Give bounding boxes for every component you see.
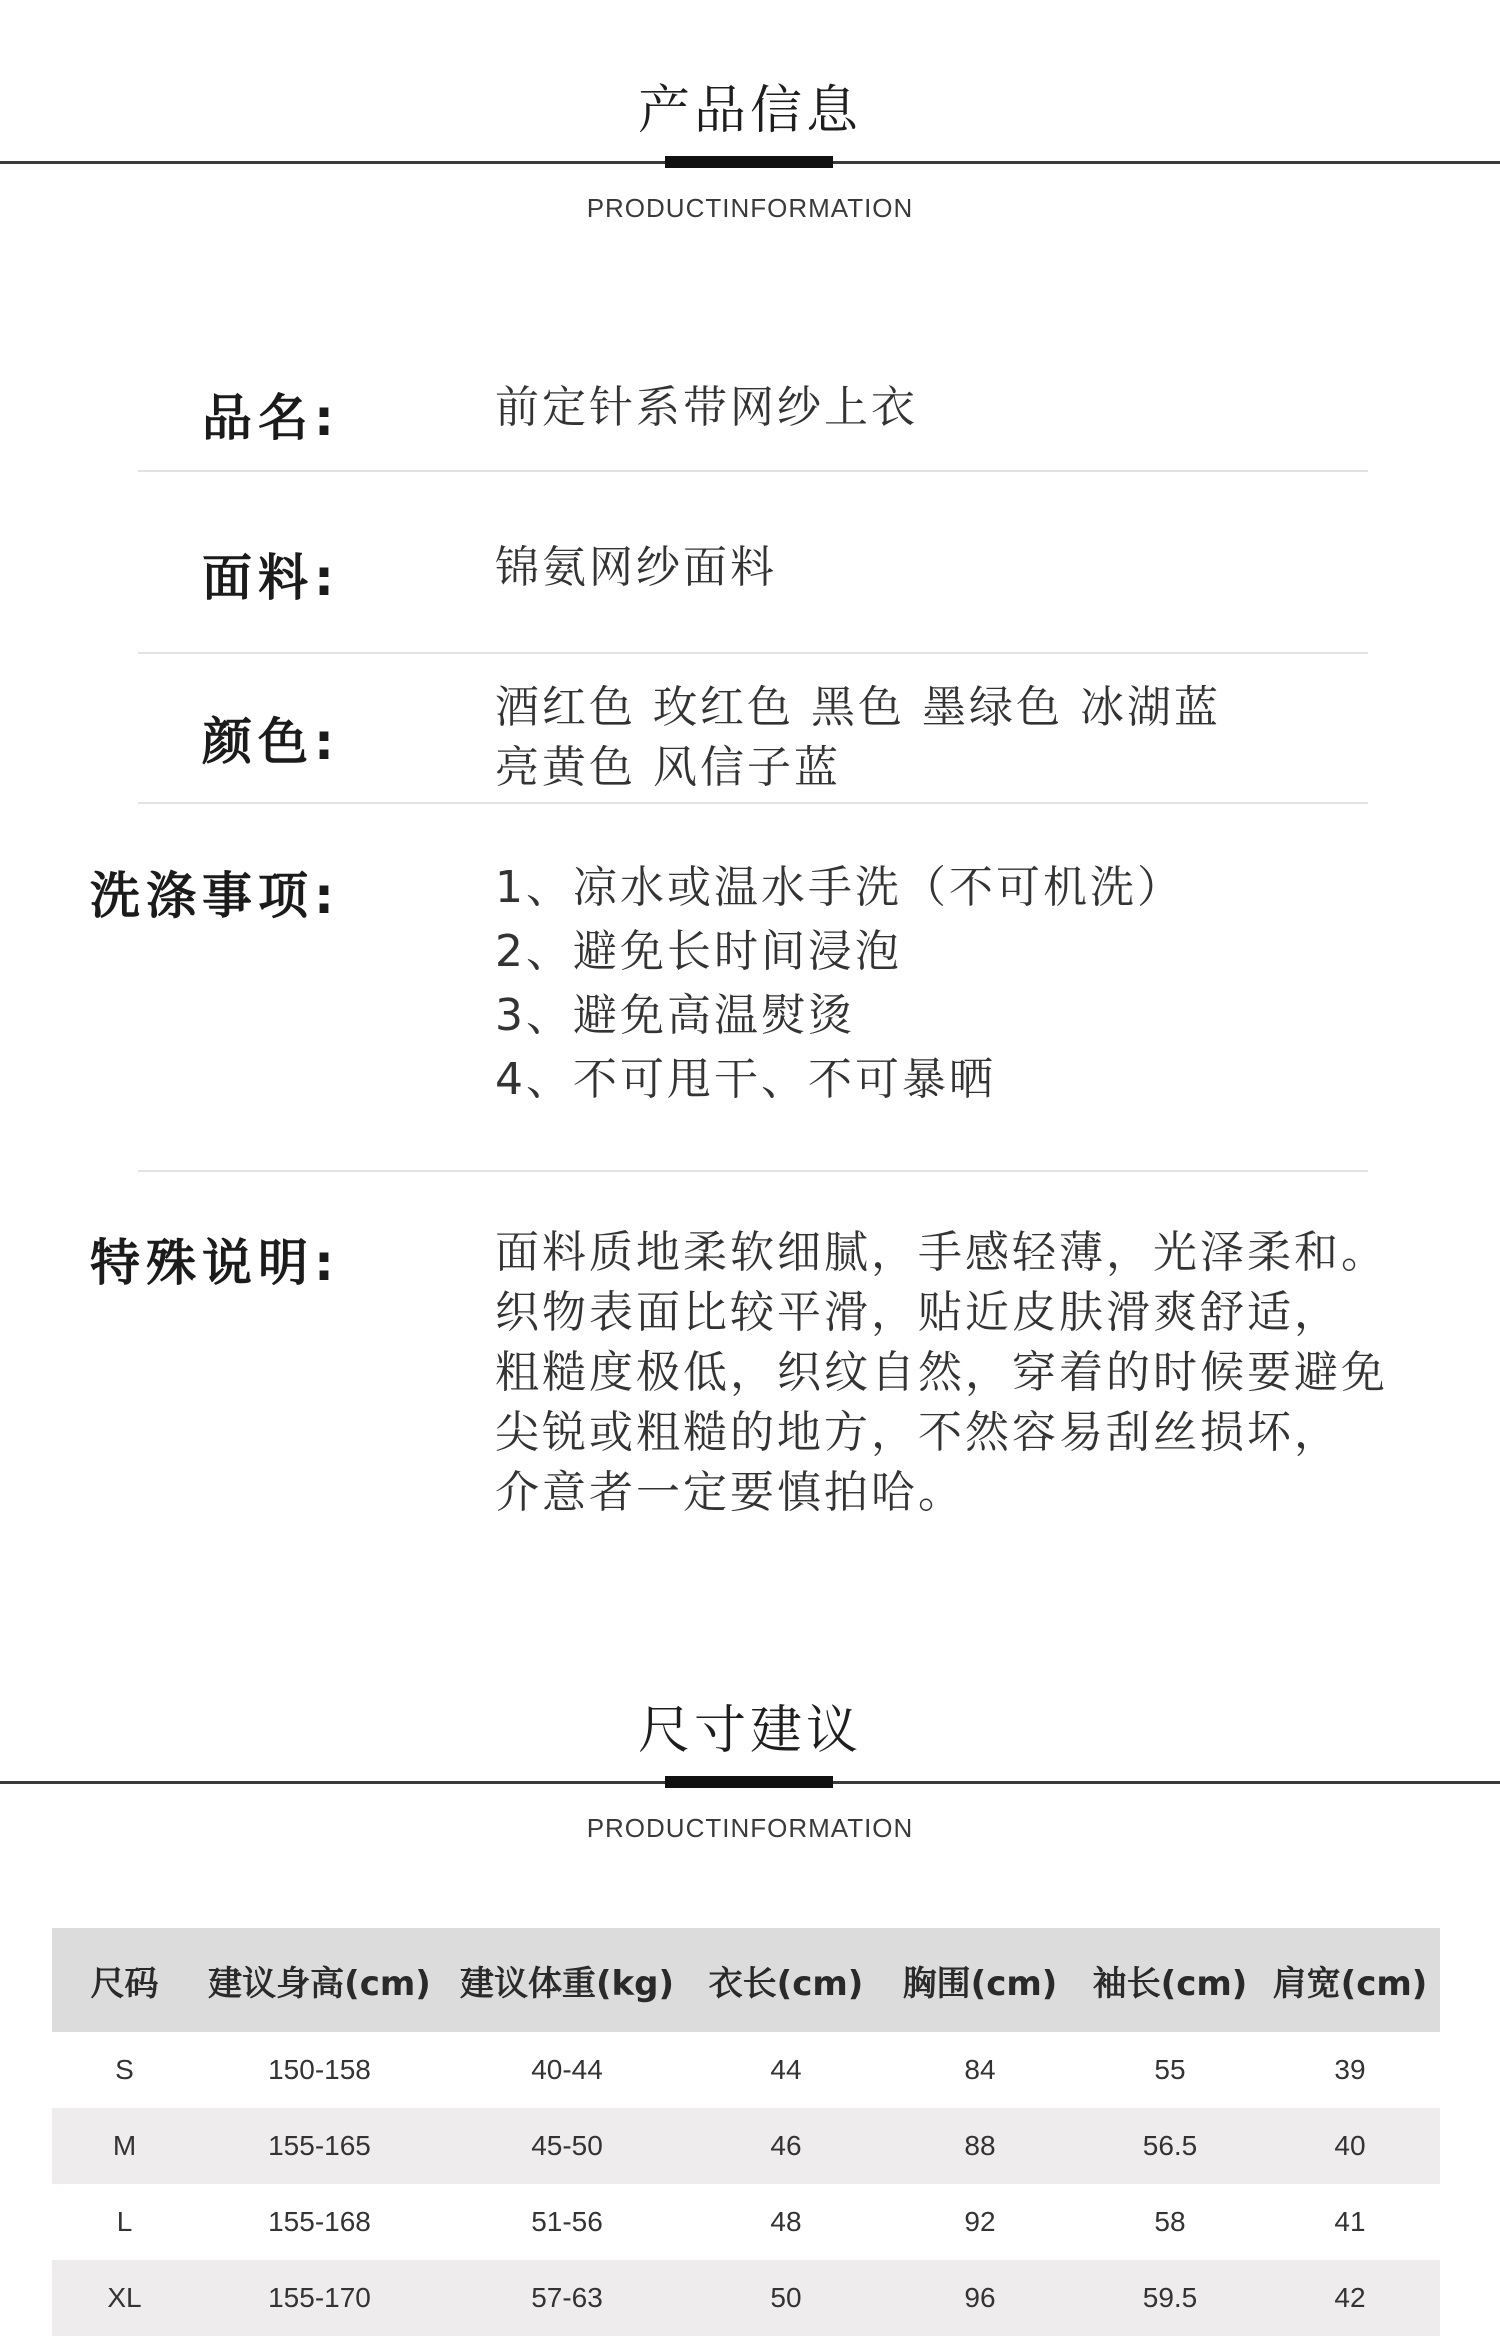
value-line: 尖锐或粗糙的地方，不然容易刮丝损坏， [495,1407,1341,1458]
table-cell: 155-168 [268,2206,371,2237]
table-cell: M [52,2108,197,2184]
value-line: 酒红色 玫红色 黑色 墨绿色 冰湖蓝 [495,682,1221,733]
table-cell: 55 [1154,2054,1186,2085]
table-row [52,2260,1440,2336]
info-value [495,678,1221,798]
value-line: 前定针系带网纱上衣 [495,382,918,433]
info-value [495,378,918,438]
value-line: 面料质地柔软细腻，手感轻薄，光泽柔和。 [495,1227,1388,1278]
info-label: 颜色: [202,713,340,771]
info-value [495,538,777,598]
table-cell: 92 [964,2206,996,2237]
table-cell: 48 [770,2206,802,2237]
table-row [52,2108,1440,2184]
value-line: 2、避免长时间浸泡 [495,926,902,977]
section-subtitle: PRODUCTINFORMATION [586,193,914,223]
table-cell: 46 [692,2108,880,2184]
value-line: 3、避免高温熨烫 [495,990,855,1041]
divider [138,470,1368,472]
column-header: 建议体重(kg) [442,1928,692,2032]
info-label: 洗涤事项: [90,867,340,925]
table-cell: 155-170 [197,2260,442,2336]
info-value [495,856,1184,1112]
column-header: 建议身高(cm) [197,1928,442,2032]
table-header-row [52,1928,1440,2032]
table-cell: XL [52,2260,197,2336]
value-line: 织物表面比较平滑，贴近皮肤滑爽舒适， [495,1287,1341,1338]
column-header: 衣长(cm) [692,1928,880,2032]
table-cell: 58 [1154,2206,1186,2237]
column-header: 肩宽(cm) [1260,1928,1440,2032]
size-table [52,1928,1440,2336]
table-row [52,2184,1440,2260]
info-value [495,1223,1388,1523]
divider [138,1170,1368,1172]
table-cell: 51-56 [531,2206,603,2237]
value-line: 亮黄色 风信子蓝 [495,742,841,793]
table-cell: 50 [692,2260,880,2336]
info-label: 品名: [202,389,340,447]
table-cell: 39 [1334,2054,1366,2085]
value-line: 1、凉水或温水手洗（不可机洗） [495,862,1184,913]
section-title: 尺寸建议 [637,1701,862,1761]
table-cell: L [116,2206,133,2237]
section-subtitle: PRODUCTINFORMATION [586,1813,914,1843]
table-cell: 57-63 [442,2260,692,2336]
table-cell: 42 [1260,2260,1440,2336]
table-row [52,2032,1440,2108]
table-cell: 40 [1260,2108,1440,2184]
divider [138,802,1368,804]
value-line: 4、不可甩干、不可暴晒 [495,1054,996,1105]
table-cell: 44 [770,2054,802,2085]
table-cell: 56.5 [1080,2108,1260,2184]
header-accent-bar [665,1776,833,1788]
table-cell: 41 [1334,2206,1366,2237]
section-title: 产品信息 [637,81,862,141]
column-header: 袖长(cm) [1080,1928,1260,2032]
value-line: 介意者一定要慎拍哈。 [495,1467,965,1518]
table-cell: 96 [880,2260,1080,2336]
divider [138,652,1368,654]
header-accent-bar [665,156,833,168]
value-line: 粗糙度极低，织纹自然，穿着的时候要避免 [495,1347,1388,1398]
value-line: 锦氨网纱面料 [495,542,777,593]
table-cell: 150-158 [268,2054,371,2085]
info-label: 面料: [202,549,340,607]
table-cell: 45-50 [442,2108,692,2184]
info-label: 特殊说明: [90,1234,340,1292]
table-cell: 59.5 [1080,2260,1260,2336]
table-cell: 88 [880,2108,1080,2184]
column-header: 胸围(cm) [880,1928,1080,2032]
table-cell: 40-44 [531,2054,603,2085]
table-cell: 84 [964,2054,996,2085]
table-cell: S [115,2054,134,2085]
column-header: 尺码 [52,1928,197,2032]
table-cell: 155-165 [197,2108,442,2184]
